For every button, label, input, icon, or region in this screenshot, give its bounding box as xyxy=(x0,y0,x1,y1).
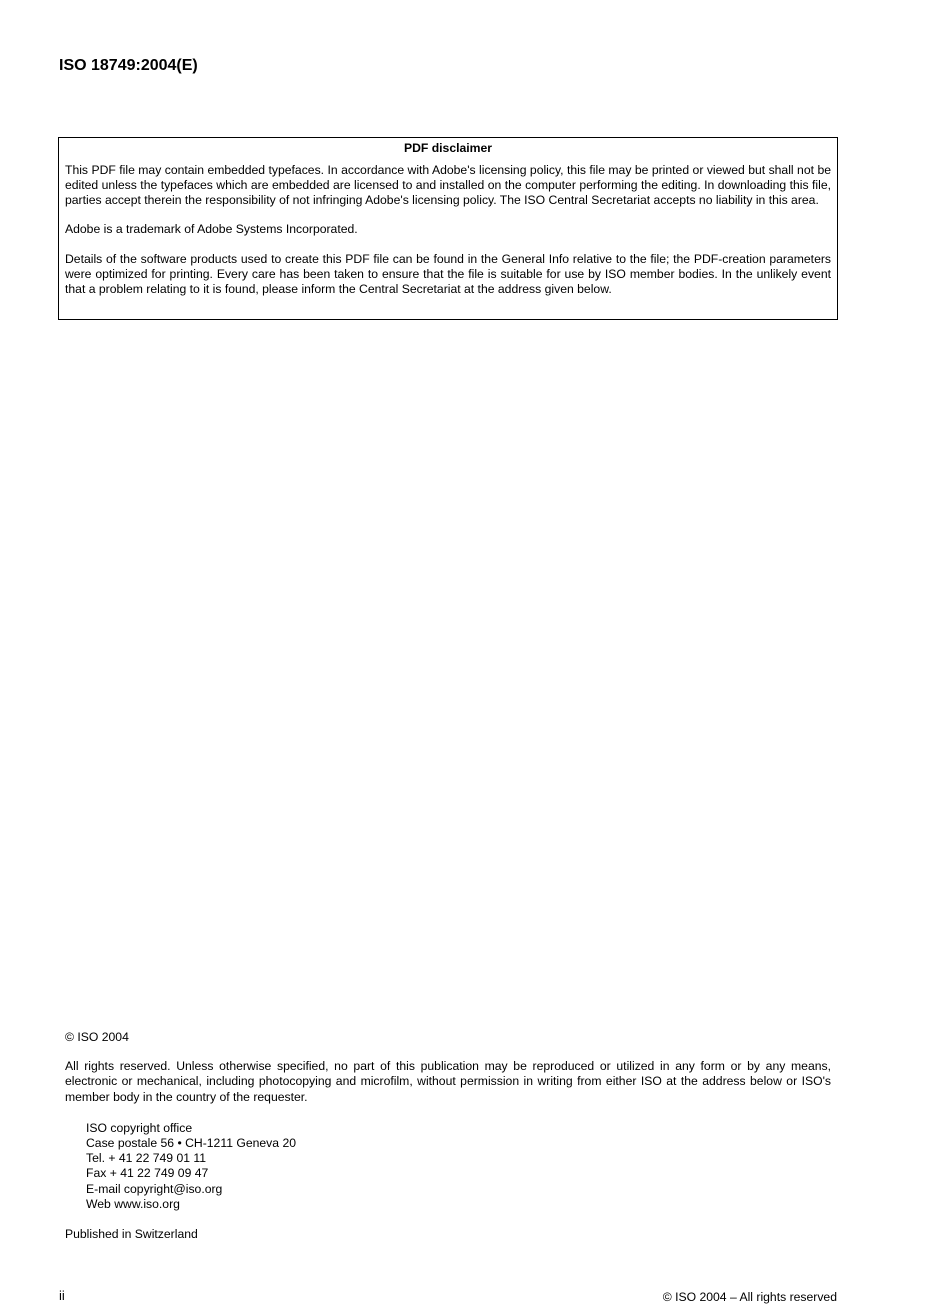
pdf-disclaimer-box xyxy=(58,137,838,320)
disclaimer-paragraph-typefaces: This PDF file may contain embedded typefaces. In accordance with Adobe's licensing policy, this file may be printed or viewed but shall not be edited unless the typefaces which are embedded are licensed to and installed on the computer performing the editing. In downloading this file, parties accept therein the responsibility of not infringing Adobe's licensing policy. The ISO Central Secretariat accepts no liability in this area. xyxy=(65,162,831,208)
page-number: ii xyxy=(59,1288,65,1303)
address-fax: Fax + 41 22 749 09 47 xyxy=(86,1166,209,1181)
disclaimer-paragraph-trademark: Adobe is a trademark of Adobe Systems Incorporated. xyxy=(65,222,358,237)
copyright-office-address xyxy=(65,1121,831,1212)
address-telephone: Tel. + 41 22 749 01 11 xyxy=(86,1151,207,1166)
document-id-header: ISO 18749:2004(E) xyxy=(59,57,198,74)
address-office-name: ISO copyright office xyxy=(86,1120,193,1135)
copyright-line: © ISO 2004 xyxy=(65,1030,129,1044)
published-location: Published in Switzerland xyxy=(65,1227,198,1242)
address-web: Web www.iso.org xyxy=(86,1196,180,1211)
address-email: E-mail copyright@iso.org xyxy=(86,1181,223,1196)
address-postal: Case postale 56 • CH-1211 Geneva 20 xyxy=(86,1136,297,1151)
rights-reserved-text: All rights reserved. Unless otherwise specified, no part of this publication may be reproduced or utilized in any form or by any means, electronic or mechanical, including photocopying and microfilm, without permission in writing from either ISO at the address below or ISO's member body in the country of the requester. xyxy=(65,1059,831,1104)
copyright-notice xyxy=(65,1030,831,1242)
footer-copyright: © ISO 2004 – All rights reserved xyxy=(662,1290,837,1304)
disclaimer-paragraph-details: Details of the software products used to create this PDF file can be found in the General Info relative to the file; the PDF-creation parameters were optimized for printing. Every care has been taken to ensure that the file is suitable for use by ISO member bodies. In the unlikely event that a problem relating to it is found, please inform the Central Secretariat at the address given below. xyxy=(65,251,831,297)
disclaimer-title: PDF disclaimer xyxy=(403,141,493,155)
